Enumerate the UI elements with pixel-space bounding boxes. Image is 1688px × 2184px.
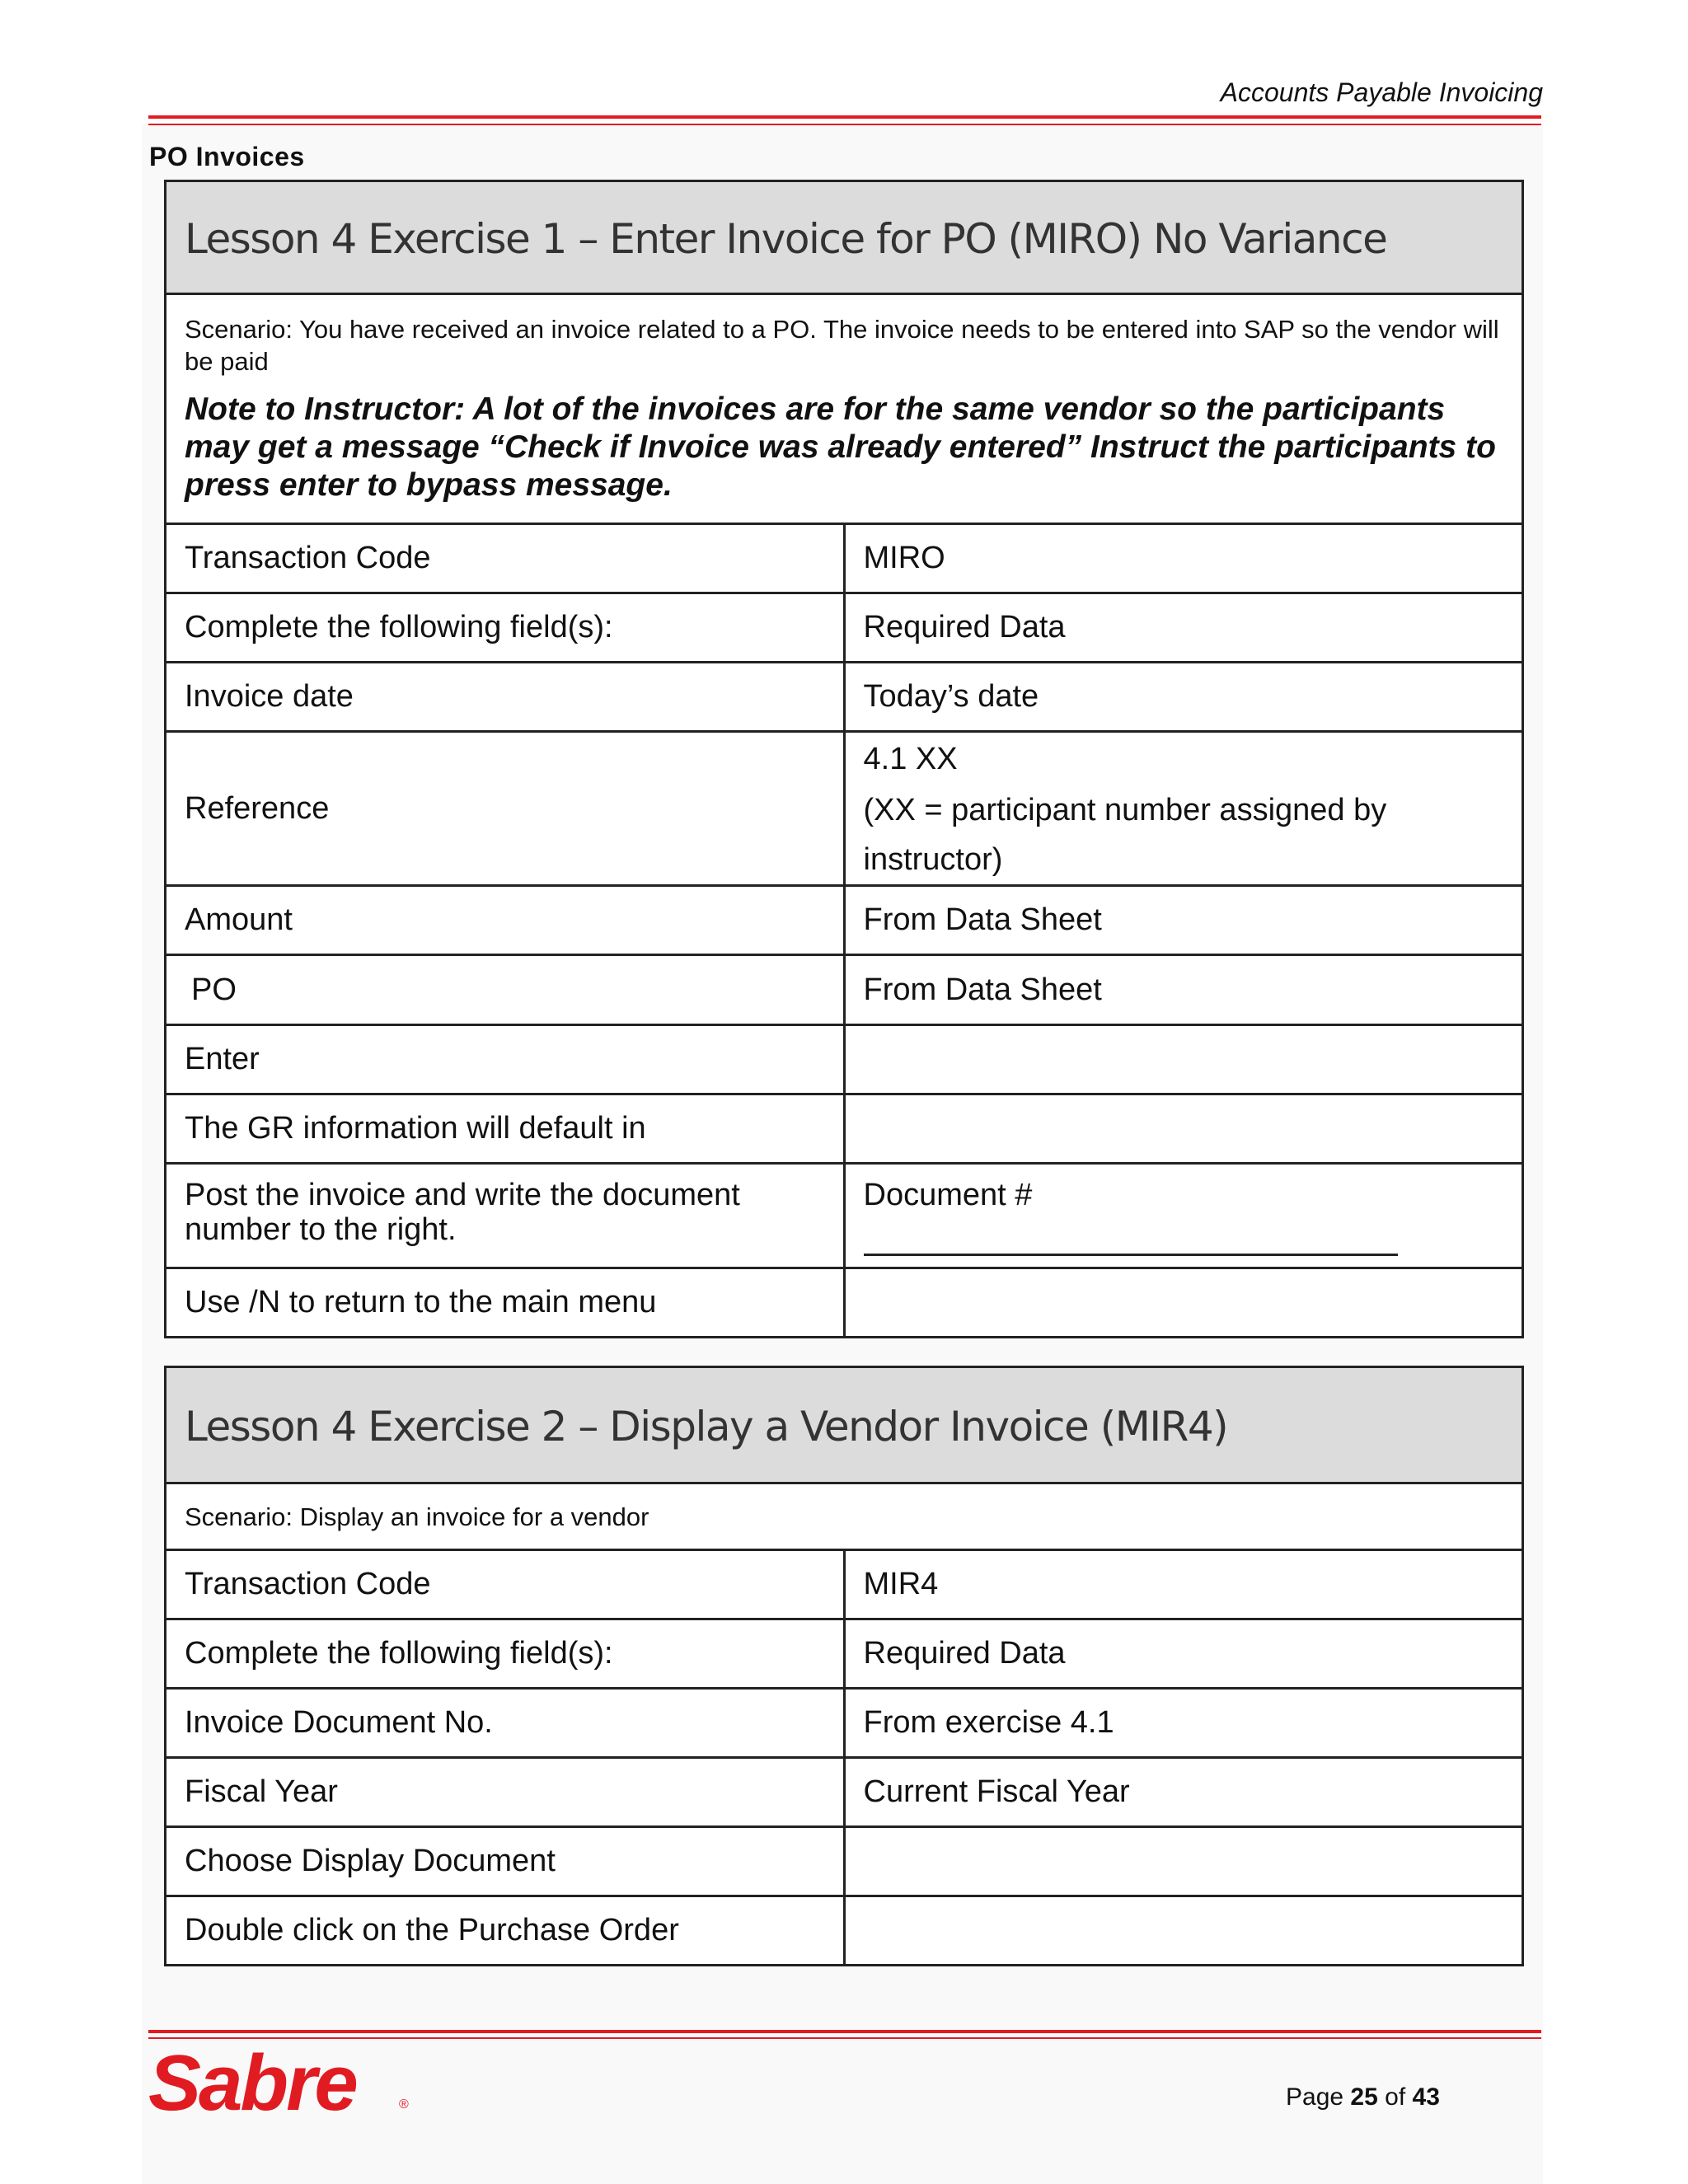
row-label: Enter: [166, 1025, 845, 1094]
document-number-label: Document #: [863, 1178, 1033, 1212]
exercise-1-table: [164, 180, 1524, 1338]
header-title: Accounts Payable Invoicing: [1220, 77, 1543, 107]
row-label: Invoice date: [166, 663, 845, 732]
page-of: of: [1385, 2083, 1406, 2111]
exercise-1-scenario: Scenario: You have received an invoice related to a PO. The invoice needs to be entered into SAP so the vendor will be paid: [185, 315, 1499, 376]
row-label: Fiscal Year: [166, 1758, 845, 1827]
table-row: [166, 732, 1523, 886]
row-value: From exercise 4.1: [844, 1689, 1523, 1758]
page-current: 25: [1350, 2083, 1378, 2111]
table-row: [166, 1550, 1523, 1619]
section-heading: PO Invoices: [149, 142, 305, 171]
page-total: 43: [1412, 2083, 1440, 2111]
table-row: [166, 1689, 1523, 1758]
row-label: Choose Display Document: [166, 1827, 845, 1896]
table-row: [166, 955, 1523, 1025]
reference-note: (XX = participant number assigned by instructor): [863, 793, 1387, 877]
row-value: [844, 1025, 1523, 1094]
table-row: [166, 1758, 1523, 1827]
reference-value: 4.1 XX: [863, 742, 958, 776]
table-row: [166, 593, 1523, 663]
row-label: The GR information will default in: [166, 1094, 845, 1164]
row-label: Amount: [166, 886, 845, 955]
page-number: [1286, 2083, 1440, 2111]
row-value: MIR4: [844, 1550, 1523, 1619]
exercise-1-scenario-cell: [166, 294, 1523, 524]
row-value-reference: [844, 732, 1523, 886]
row-value: MIRO: [844, 524, 1523, 593]
table-row: [166, 663, 1523, 732]
row-label: PO: [166, 955, 845, 1025]
table-row: [166, 1164, 1523, 1268]
table-row: [166, 524, 1523, 593]
exercise-2-scenario-cell: [166, 1483, 1523, 1550]
row-value: Current Fiscal Year: [844, 1758, 1523, 1827]
table-row: [166, 1268, 1523, 1338]
row-label: Invoice Document No.: [166, 1689, 845, 1758]
row-label: Complete the following field(s):: [166, 1619, 845, 1689]
row-value: From Data Sheet: [844, 886, 1523, 955]
exercise-2-table: [164, 1366, 1524, 1966]
row-value: [844, 1827, 1523, 1896]
row-value: [844, 1896, 1523, 1966]
row-value: [844, 1268, 1523, 1338]
sabre-logo-mark: ®: [399, 2097, 409, 2111]
sabre-logo-text: Sabre: [148, 2039, 356, 2127]
row-value: Required Data: [844, 593, 1523, 663]
instructor-note: Note to Instructor: A lot of the invoices are for the same vendor so the participants may get a message “Check if Invoice was already entered” Instruct the participants to press enter to bypass message.: [185, 391, 1496, 503]
row-label: Post the invoice and write the document number to the right.: [166, 1164, 845, 1268]
row-label: Complete the following field(s):: [166, 593, 845, 663]
table-row: [166, 1025, 1523, 1094]
row-label: Reference: [166, 732, 845, 886]
row-value-document: [844, 1164, 1523, 1268]
table-row: [166, 1619, 1523, 1689]
row-label: Transaction Code: [166, 524, 845, 593]
footer-rule-top: [148, 2030, 1541, 2033]
row-value: [844, 1094, 1523, 1164]
header-rule-bottom: [148, 124, 1541, 125]
row-value: Today’s date: [844, 663, 1523, 732]
header-rule-top: [148, 115, 1541, 119]
exercise-2-title: Lesson 4 Exercise 2 – Display a Vendor Invoice (MIR4): [166, 1367, 1523, 1483]
exercise-1-title: Lesson 4 Exercise 1 – Enter Invoice for PO (MIRO) No Variance: [166, 181, 1523, 294]
table-row: [166, 1896, 1523, 1966]
row-label: Use /N to return to the main menu: [166, 1268, 845, 1338]
row-label: Transaction Code: [166, 1550, 845, 1619]
row-value: From Data Sheet: [844, 955, 1523, 1025]
page-label: Page: [1286, 2083, 1344, 2111]
row-label: Double click on the Purchase Order: [166, 1896, 845, 1966]
table-row: [166, 1827, 1523, 1896]
row-value: Required Data: [844, 1619, 1523, 1689]
exercise-2-scenario: Scenario: Display an invoice for a vendor: [185, 1502, 649, 1531]
document-number-blank: [864, 1212, 1398, 1256]
table-row: [166, 886, 1523, 955]
sabre-logo: [147, 2037, 427, 2128]
table-row: [166, 1094, 1523, 1164]
